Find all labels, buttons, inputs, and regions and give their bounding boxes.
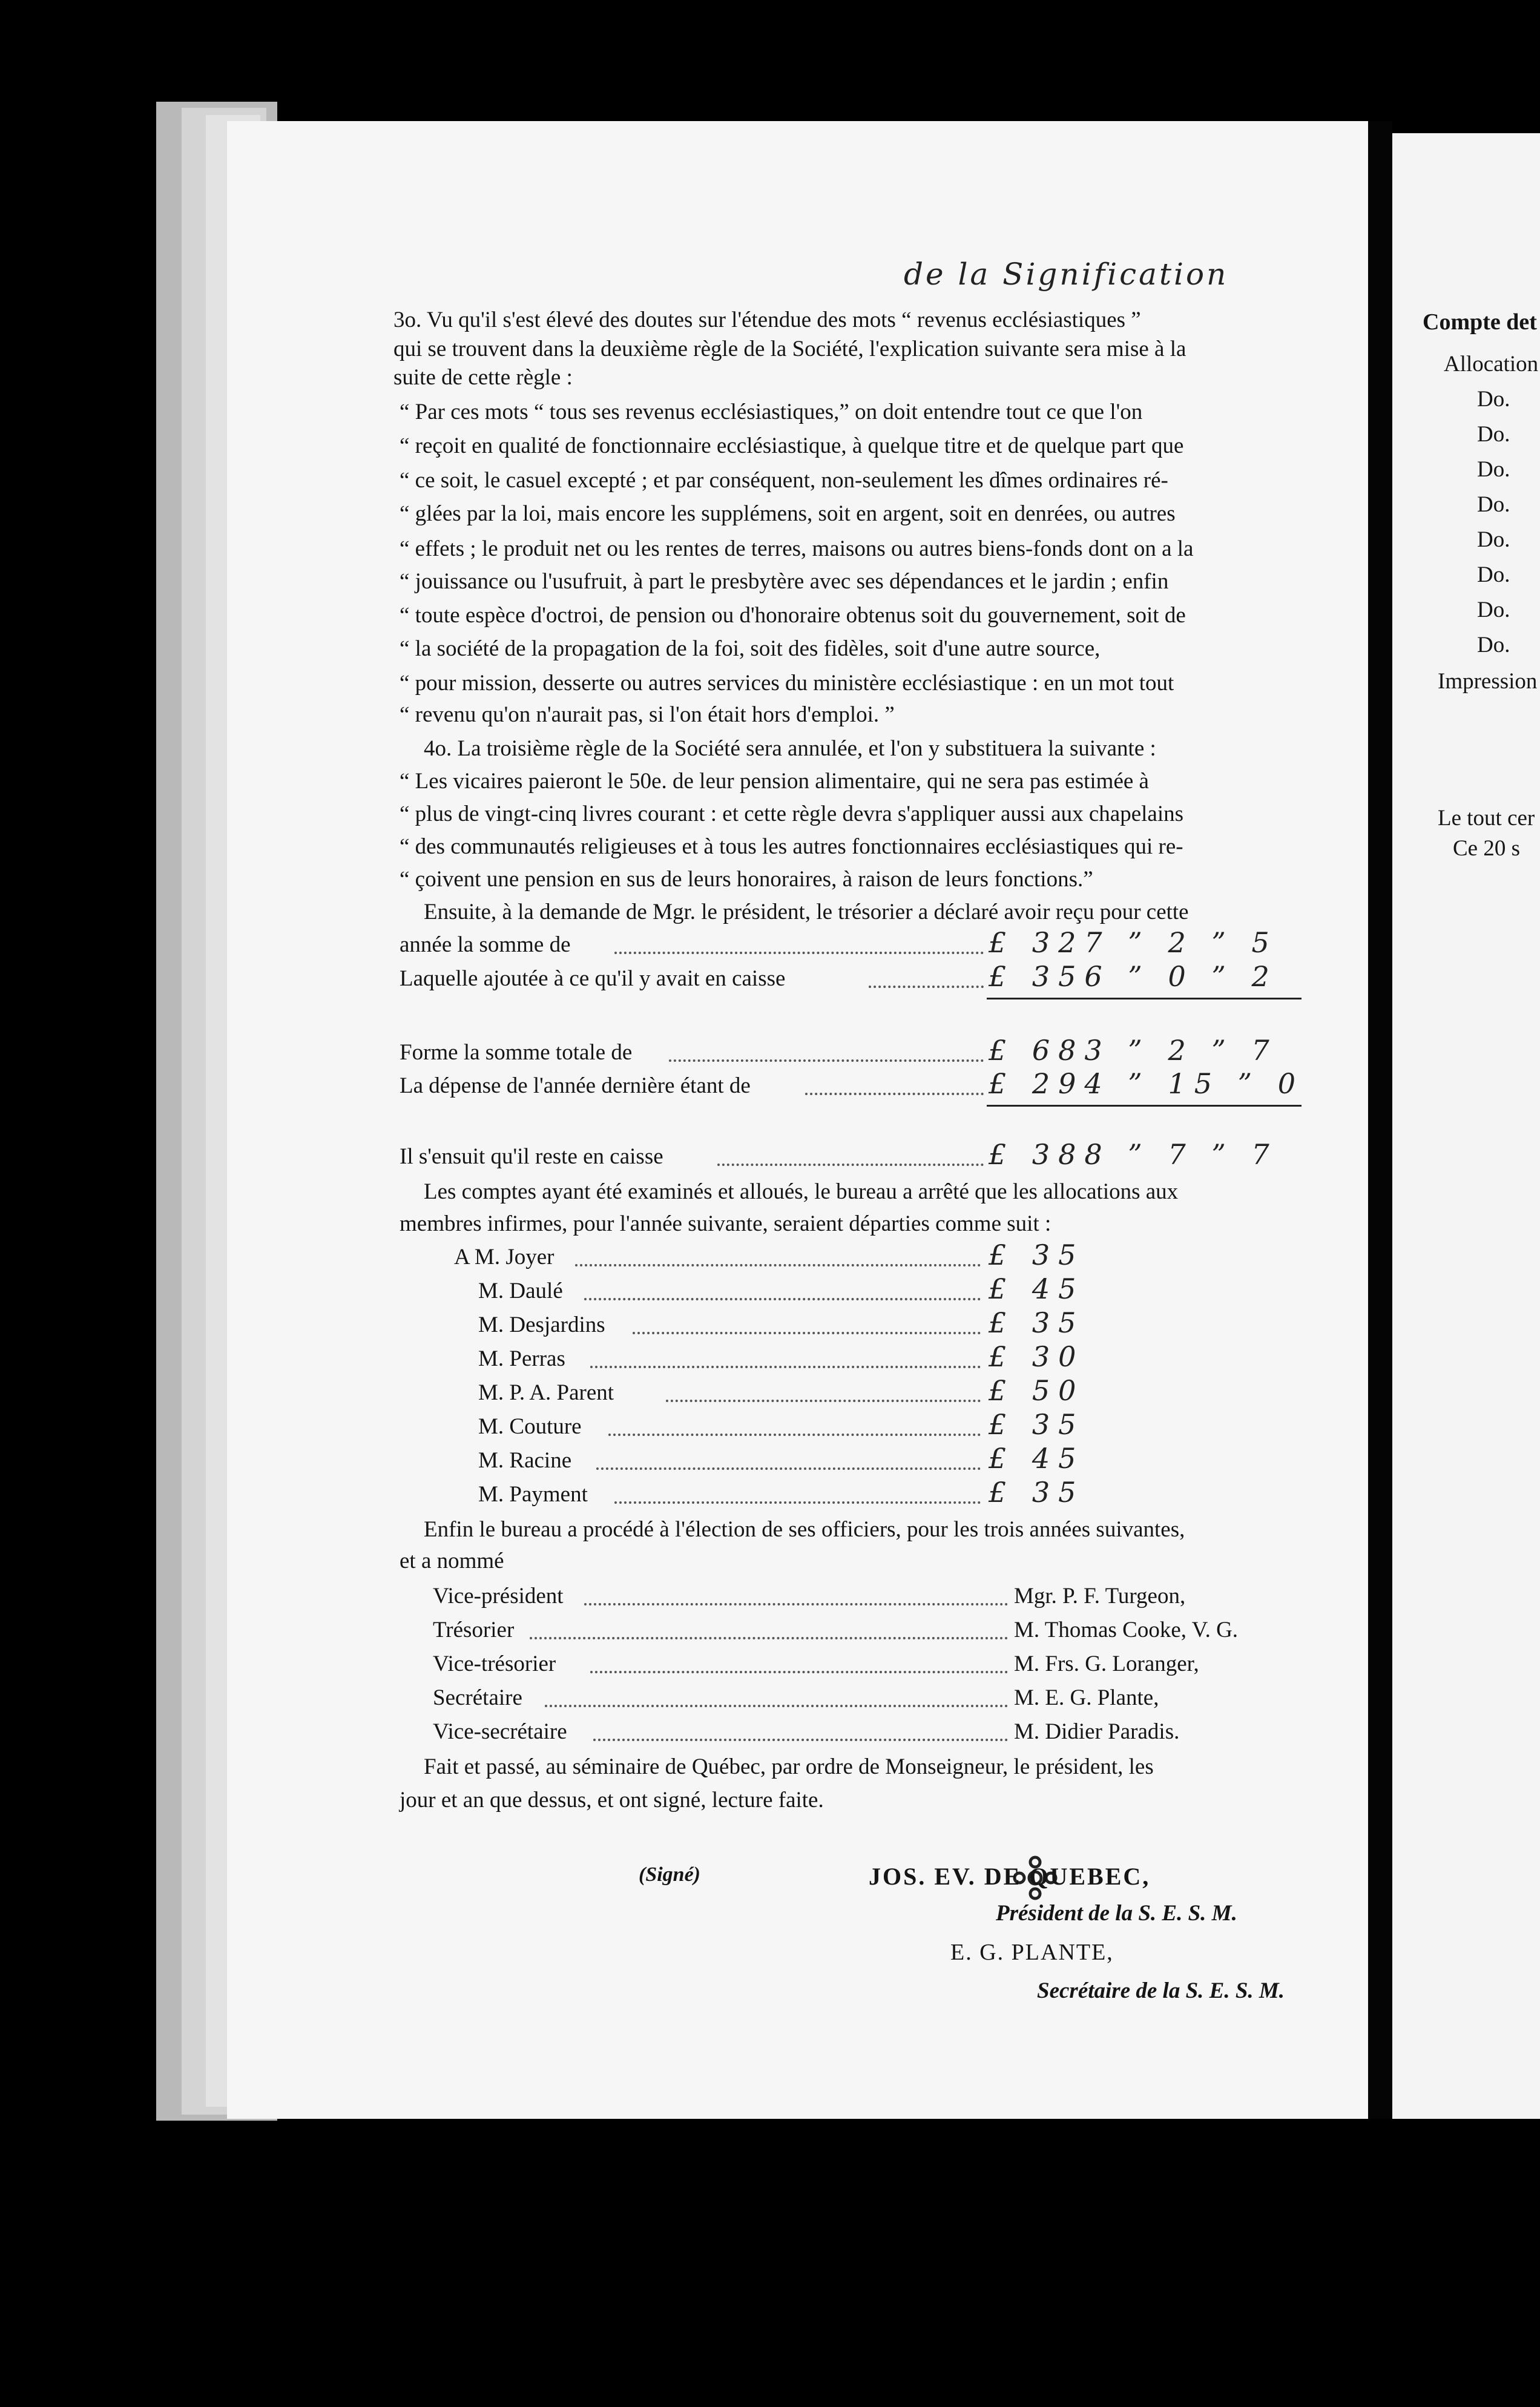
para3-quote-8: “ la société de la propagation de la foi, soit des fidèles, soit d'une autre source, — [400, 636, 1101, 661]
allocation-name: M. Couture — [478, 1414, 582, 1439]
para4-line1: 4o. La troisième règle de la Société sera annulée, et l'on y substituera la suivante : — [424, 736, 1156, 761]
para3-quote-6: “ jouissance ou l'usufruit, à part le presbytère avec ses dépendances et le jardin ; enfin — [400, 569, 1169, 594]
leader-dots — [584, 1603, 1008, 1605]
leader-dots — [575, 1264, 981, 1266]
allocation-name: M. Perras — [478, 1346, 565, 1371]
leader-dots — [530, 1637, 1008, 1639]
para4-quote-3: “ des communautés religieuses et à tous les autres fonctionnaires ecclésiastiques qui re- — [400, 834, 1183, 859]
election-intro-line2: et a nommé — [400, 1549, 504, 1573]
para3-quote-1: “ Par ces mots “ tous ses revenus ecclésiastiques,” on doit entendre tout ce que l'on — [400, 400, 1143, 424]
leader-dots — [545, 1705, 1008, 1707]
allocation-name: M. P. A. Parent — [478, 1380, 614, 1405]
allocation-name: M. Daulé — [478, 1279, 563, 1303]
para3-quote-3: “ ce soit, le casuel excepté ; et par conséquent, non-seulement les dîmes ordinaires ré- — [400, 468, 1168, 493]
leader-dots — [614, 1501, 981, 1504]
para3-quote-10: “ revenu qu'on n'aurait pas, si l'on était hors d'emploi. ” — [400, 702, 895, 727]
leader-dots — [669, 1059, 984, 1062]
treasurer-line1: Ensuite, à la demande de Mgr. le président, le trésorier a déclaré avoir reçu pour cette — [424, 900, 1189, 924]
leader-dots — [608, 1434, 981, 1436]
right-do: Do. — [1477, 422, 1510, 447]
officer-role: Secrétaire — [433, 1685, 522, 1710]
right-do: Do. — [1477, 633, 1510, 657]
treasurer-line2-label: année la somme de — [400, 932, 571, 957]
treasurer-line4-label: Forme la somme totale de — [400, 1040, 633, 1065]
treasurer-line6-amount: £ 388 ” 7 ” 7 — [989, 1138, 1278, 1171]
officer-person: M. Frs. G. Loranger, — [1014, 1651, 1199, 1676]
officer-role: Trésorier — [433, 1618, 515, 1642]
allocation-amount: £ 45 — [989, 1273, 1085, 1305]
officer-role: Vice-trésorier — [433, 1651, 556, 1676]
leader-dots — [590, 1671, 1008, 1673]
allocation-name: M. Desjardins — [478, 1312, 605, 1337]
right-tout: Le tout cer — [1438, 806, 1535, 831]
secretary-signature: E. G. PLANTE, — [950, 1940, 1114, 1965]
signe-label: (Signé) — [639, 1863, 700, 1886]
leader-dots — [633, 1332, 981, 1334]
right-do: Do. — [1477, 598, 1510, 622]
para4-quote-1: “ Les vicaires paieront le 50e. de leur pension alimentaire, qui ne sera pas estimée à — [400, 769, 1149, 794]
para4-quote-4: “ çoivent une pension en sus de leurs honoraires, à raison de leurs fonctions.” — [400, 867, 1093, 892]
para3-quote-5: “ effets ; le produit net ou les rentes de terres, maisons ou autres biens-fonds dont on a la — [400, 536, 1194, 561]
leader-dots — [805, 1093, 984, 1095]
handwritten-note: de la Signification — [904, 257, 1229, 292]
allocation-amount: £ 35 — [989, 1306, 1085, 1339]
allocation-amount: £ 45 — [989, 1442, 1085, 1475]
treasurer-line3-label: Laquelle ajoutée à ce qu'il y avait en caisse — [400, 966, 786, 991]
officer-person: M. E. G. Plante, — [1014, 1685, 1159, 1710]
allocation-amount: £ 35 — [989, 1239, 1085, 1271]
difference-rule — [987, 1105, 1301, 1107]
leader-dots — [666, 1400, 981, 1402]
document-page — [227, 121, 1368, 2119]
officer-role: Vice-secrétaire — [433, 1719, 567, 1744]
election-intro-line1: Enfin le bureau a procédé à l'élection de ses officiers, pour les trois années suivantes, — [424, 1517, 1185, 1542]
right-do: Do. — [1477, 492, 1510, 517]
para3-line3: suite de cette règle : — [393, 365, 573, 390]
leader-dots — [593, 1739, 1008, 1741]
allocation-amount: £ 50 — [989, 1374, 1085, 1407]
allocations-intro-line2: membres infirmes, pour l'année suivante, seraient départies comme suit : — [400, 1211, 1051, 1236]
right-heading: Compte det — [1423, 309, 1537, 335]
para4-quote-2: “ plus de vingt-cinq livres courant : et cette règle devra s'appliquer aussi aux chapelains — [400, 802, 1184, 826]
right-allocation: Allocation — [1444, 352, 1539, 377]
right-do: Do. — [1477, 457, 1510, 482]
allocation-amount: £ 30 — [989, 1340, 1085, 1373]
leader-dots — [614, 952, 984, 954]
right-do: Do. — [1477, 562, 1510, 587]
right-impression: Impression — [1438, 669, 1538, 694]
allocation-amount: £ 35 — [989, 1408, 1085, 1441]
officer-person: M. Thomas Cooke, V. G. — [1014, 1618, 1239, 1642]
para3-line1: 3o. Vu qu'il s'est élevé des doutes sur l'étendue des mots “ revenus ecclésiastiques ” — [393, 308, 1141, 332]
treasurer-line5-label: La dépense de l'année dernière étant de — [400, 1073, 751, 1098]
allocation-name: M. Racine — [478, 1448, 572, 1473]
leader-dots — [717, 1164, 984, 1166]
allocation-amount: £ 35 — [989, 1476, 1085, 1509]
facing-page — [1392, 133, 1540, 2119]
closing-line2: jour et an que dessus, et ont signé, lecture faite. — [400, 1788, 824, 1813]
right-do: Do. — [1477, 387, 1510, 412]
treasurer-line6-label: Il s'ensuit qu'il reste en caisse — [400, 1144, 663, 1169]
para3-quote-2: “ reçoit en qualité de fonctionnaire ecclésiastique, à quelque titre et de quelque part que — [400, 433, 1184, 458]
right-ce20: Ce 20 s — [1453, 836, 1520, 861]
allocation-name: M. Payment — [478, 1482, 588, 1507]
leader-dots — [584, 1298, 981, 1300]
secretary-title: Secrétaire de la S. E. S. M. — [1037, 1978, 1285, 2003]
para3-quote-4: “ glées par la loi, mais encore les supplémens, soit en argent, soit en denrées, ou autres — [400, 501, 1176, 526]
treasurer-line3-amount: £ 356 ” 0 ” 2 — [989, 960, 1278, 993]
right-do: Do. — [1477, 527, 1510, 552]
officer-person: Mgr. P. F. Turgeon, — [1014, 1584, 1186, 1609]
officer-role: Vice-président — [433, 1584, 564, 1609]
allocations-intro-line1: Les comptes ayant été examinés et alloués, le bureau a arrêté que les allocations aux — [424, 1179, 1179, 1204]
leader-dots — [596, 1467, 981, 1470]
leader-dots — [590, 1366, 981, 1368]
page-gutter — [1368, 121, 1392, 2119]
para3-quote-7: “ toute espèce d'octroi, de pension ou d'honoraire obtenus soit du gouvernement, soit de — [400, 603, 1186, 628]
president-title: Président de la S. E. S. M. — [996, 1901, 1237, 1926]
para3-quote-9: “ pour mission, desserte ou autres services du ministère ecclésiastique : en un mot tout — [400, 671, 1174, 696]
treasurer-line4-amount: £ 683 ” 2 ” 7 — [989, 1034, 1278, 1067]
allocation-name: A M. Joyer — [454, 1245, 554, 1269]
officer-person: M. Didier Paradis. — [1014, 1719, 1180, 1744]
para3-line2: qui se trouvent dans la deuxième règle de la Société, l'explication suivante sera mise à la — [393, 337, 1186, 361]
sum-rule — [987, 998, 1301, 999]
closing-line1: Fait et passé, au séminaire de Québec, par ordre de Monseigneur, le président, les — [424, 1754, 1154, 1779]
bishop-signature: JOS. EV. DE QUEBEC, — [869, 1863, 1151, 1890]
leader-dots — [869, 986, 984, 988]
treasurer-line2-amount: £ 327 ” 2 ” 5 — [989, 926, 1278, 959]
treasurer-line5-amount: £ 294 ” 15 ” 0 — [989, 1067, 1305, 1100]
